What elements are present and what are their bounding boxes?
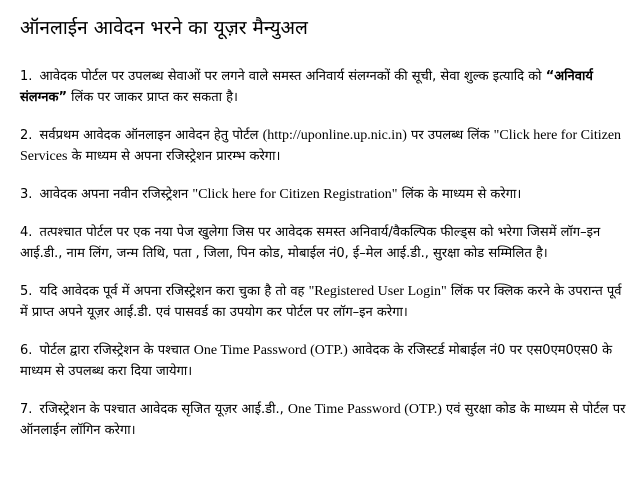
item-text: आवेदक अपना नवीन रजिस्ट्रेशन	[39, 187, 193, 202]
item-text: सर्वप्रथम आवेदक ऑनलाइन आवेदन हेतु पोर्टल	[39, 128, 263, 143]
item-number: 2.	[20, 128, 33, 143]
citizen-services-link-label: "Click here for Citizen Services	[20, 128, 622, 164]
item-text: यदि आवेदक पूर्व में अपना रजिस्ट्रेशन करा चुका है तो वह	[39, 284, 309, 299]
item-text: पोर्टल द्वारा रजिस्ट्रेशन के पश्चात	[39, 343, 194, 358]
item-text: लिंक के माध्यम से करेगा।	[397, 187, 522, 202]
instruction-item-7	[20, 399, 632, 441]
item-text: एवं सुरक्षा कोड के माध्यम से पोर्टल पर ऑनलाईन लॉगिन करेगा।	[20, 402, 626, 438]
instruction-item-4	[20, 222, 632, 264]
item-text: आवेदक के रजिस्टर्ड मोबाईल नं0 पर एस0एम0एस0 के माध्यम से उपलब्ध करा दिया जायेगा।	[20, 343, 613, 379]
instruction-item-1	[20, 66, 632, 108]
otp-label: One Time Password (OTP.)	[287, 402, 442, 417]
item-number: 3.	[20, 187, 33, 202]
item-number: 4.	[20, 225, 33, 240]
otp-label: One Time Password (OTP.)	[193, 343, 348, 358]
instruction-item-5	[20, 281, 632, 323]
mandatory-attachments-link-label: “अनिवार्य संलग्नक”	[20, 69, 593, 105]
portal-url: (http://uponline.up.nic.in)	[262, 128, 407, 143]
instruction-item-6	[20, 340, 632, 382]
instruction-item-3	[20, 184, 632, 205]
item-number: 7.	[20, 402, 33, 417]
registered-user-login-label: "Registered User Login"	[308, 284, 447, 299]
item-text: लिंक पर जाकर प्राप्त कर सकता है।	[67, 90, 238, 105]
citizen-registration-link-label: "Click here for Citizen Registration"	[192, 187, 398, 202]
item-text: रजिस्ट्रेशन के पश्चात आवेदक सृजित यूज़र आई.डी.,	[39, 402, 288, 417]
item-text: लिंक पर क्लिक करने के उपरान्त पूर्व में प्राप्त अपने यूज़र आई.डी. एवं पासवर्ड का उपयोग कर पोर्टल पर लॉग–इन करेगा।	[20, 284, 622, 320]
item-text: पर उपलब्ध लिंक	[406, 128, 494, 143]
item-number: 1.	[20, 69, 33, 84]
item-text: आवेदक पोर्टल पर उपलब्ध सेवाओं पर लगने वाले समस्त अनिवार्य संलग्नकों की सूची, सेवा शुल्क इत्यादि को	[39, 69, 546, 84]
item-text: तत्पश्चात पोर्टल पर एक नया पेज खुलेगा जिस पर आवेदक समस्त अनिवार्य/वैकल्पिक फील्ड्स को भरेगा जिसमें लॉग–इन आई.डी., नाम लिंग, जन्म तिथि, पता , जिला, पिन कोड, मोबाईल नं0, ई–मेल आई.डी., सुरक्षा कोड सम्मिलित है।	[20, 225, 601, 261]
instruction-item-2	[20, 125, 632, 167]
item-number: 5.	[20, 284, 33, 299]
item-text: के माध्यम से अपना रजिस्ट्रेशन प्रारम्भ करेगा।	[67, 149, 281, 164]
document-title: ऑनलाईन आवेदन भरने का यूज़र मैन्युअल	[20, 17, 308, 39]
item-number: 6.	[20, 343, 33, 358]
